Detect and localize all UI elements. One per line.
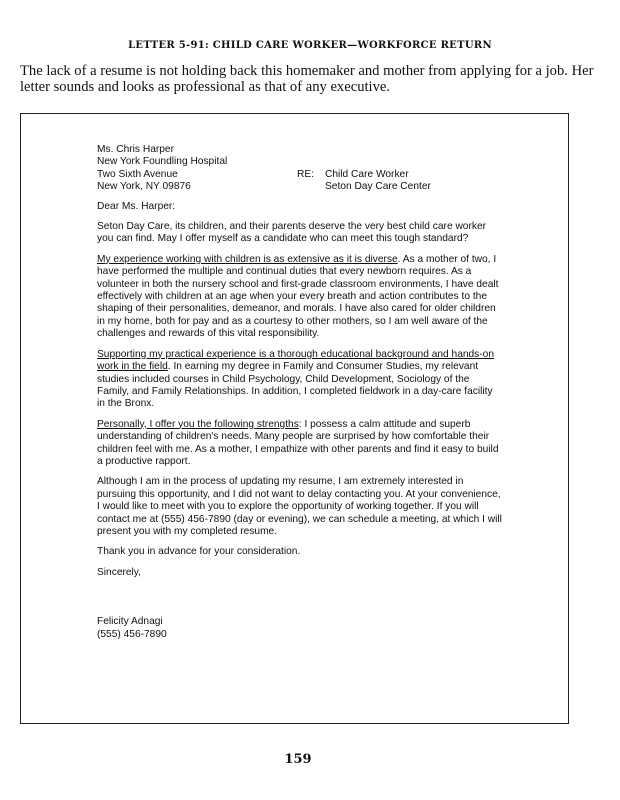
strengths-body: : I possess a calm attitude and superb understanding of children's needs. Many people are surprised by how comfortable their children feel with me. As a mother, I empathize with other parents and find it easy to build a productive rapport. [97, 418, 499, 467]
education-body: . In earning my degree in Family and Consumer Studies, my relevant studies included courses in Child Psychology, Child Development, Sociology of the Family, and Family Relationships. In addition, I completed fieldwork in a day-care facility in the Bronx. [97, 361, 493, 410]
recipient-street: Two Sixth Avenue [97, 168, 178, 180]
address-row [97, 144, 502, 156]
recipient-name: Ms. Chris Harper [97, 144, 174, 155]
re-spacer [297, 181, 325, 193]
paragraph-education [97, 349, 502, 411]
signer-name: Felicity Adnagi [97, 616, 163, 628]
recipient-city: New York, NY 09876 [97, 181, 191, 193]
page-heading: LETTER 5-91: CHILD CARE WORKER—WORKFORCE RETURN [128, 40, 492, 51]
salutation: Dear Ms. Harper: [97, 200, 176, 212]
experience-body: . As a mother of two, I have performed the multiple and continual duties that every newborn requires. As a volunteer in both the nursery school and first-grade classroom environments, I have dealt effectively with children at an age when your every breath and action contributes to the shaping of their personalities, demeanor, and morals. I have also cared for older children in my home, both for pay and as a courtesy to other mothers, so I am well aware of the challenges and rewards of this vital responsibility. [97, 253, 499, 340]
address-row [97, 169, 502, 181]
re-line-employer: Seton Day Care Center [325, 181, 431, 193]
education-lead: Supporting my practical experience is a thorough educational background and hands-on work in the field [97, 348, 495, 373]
signer-phone: (555) 456-7890 [97, 628, 167, 640]
address-row [97, 156, 502, 168]
closing: Sincerely, [97, 566, 141, 578]
paragraph-opening: Seton Day Care, its children, and their parents deserve the very best child care worker you can find. May I offer myself as a candidate who can meet this tough standard? [97, 221, 487, 245]
address-row [97, 181, 502, 193]
strengths-lead: Personally, I offer you the following strengths [97, 418, 299, 430]
re-label: RE: [297, 168, 314, 180]
paragraph-strengths [97, 419, 502, 469]
letter-frame [20, 113, 569, 724]
page-number: 159 [284, 752, 312, 767]
paragraph-request: Although I am in the process of updating my resume, I am extremely interested in pursuing this opportunity, and I did not want to delay contacting you. At your convenience, I would like to meet with you to explore the opportunity of working together. If you will contact me at (555) 456-7890 (day or evening), we can schedule a meeting, at which I will present you with my completed resume. [97, 476, 502, 537]
experience-lead: My experience working with children is as extensive as it is diverse [97, 253, 398, 265]
paragraph-thanks: Thank you in advance for your consideration. [97, 546, 301, 558]
intro-text: The lack of a resume is not holding back this homemaker and mother from applying for a job. Her letter sounds and looks as professional as that of any executive. [20, 63, 594, 95]
recipient-org: New York Foundling Hospital [97, 156, 228, 168]
letter-body [97, 144, 502, 641]
paragraph-experience [97, 254, 502, 341]
re-line-position: Child Care Worker [325, 168, 409, 180]
